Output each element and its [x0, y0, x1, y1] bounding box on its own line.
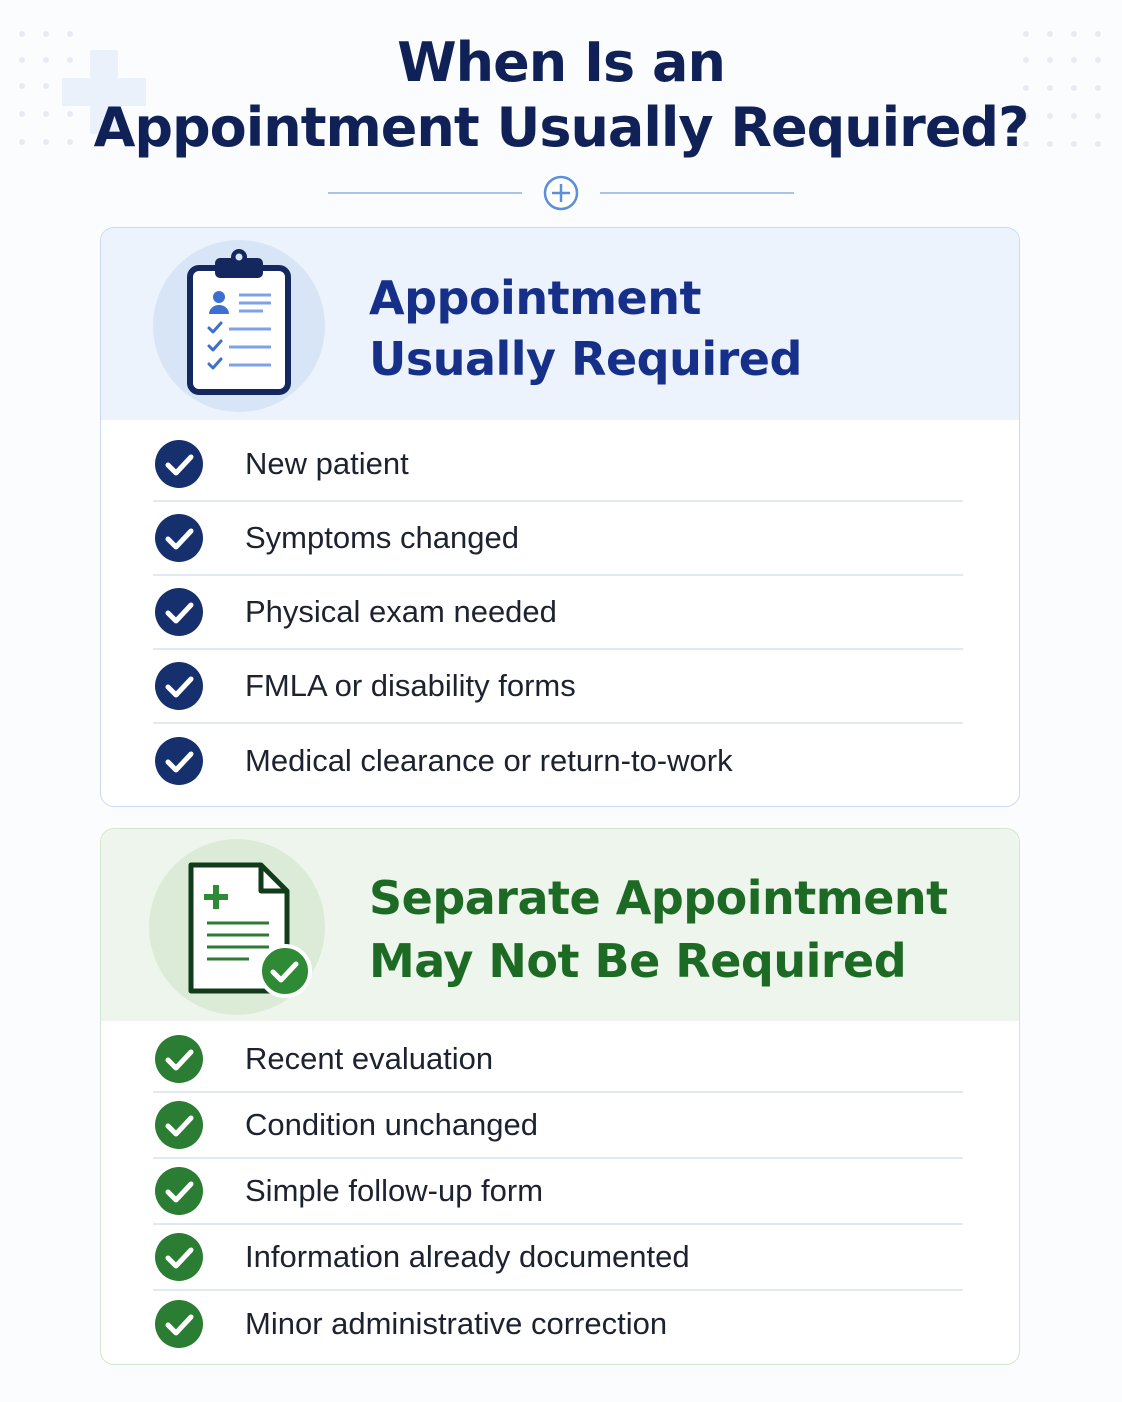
check-circle-icon	[153, 1165, 205, 1217]
list-item	[153, 428, 963, 502]
section-heading-line-2: May Not Be Required	[369, 934, 907, 988]
card-header	[101, 829, 1019, 1021]
list-item	[153, 502, 963, 576]
plus-circle-icon	[545, 177, 577, 209]
check-circle-icon	[153, 1231, 205, 1283]
list-item	[153, 650, 963, 724]
list-item-label: Medical clearance or return-to-work	[245, 743, 733, 778]
section-heading	[369, 867, 948, 993]
section-heading-line-1: Separate Appointment	[369, 871, 948, 925]
list-item-label: Minor administrative correction	[245, 1306, 668, 1341]
page-title-line-1: When Is an	[397, 31, 725, 94]
appointment-required-card	[100, 227, 1020, 807]
list-item-label: FMLA or disability forms	[245, 668, 576, 703]
list-item	[153, 1225, 963, 1291]
check-circle-icon	[153, 660, 205, 712]
check-circle-icon	[153, 586, 205, 638]
medical-document-check-icon	[149, 839, 325, 1015]
list-item	[153, 724, 963, 798]
list-item	[153, 1027, 963, 1093]
list-item-label: Condition unchanged	[245, 1107, 539, 1142]
list-item	[153, 576, 963, 650]
section-heading-line-2: Usually Required	[369, 332, 802, 386]
list-item	[153, 1159, 963, 1225]
exception-list	[153, 1027, 963, 1357]
check-circle-icon	[153, 1033, 205, 1085]
clipboard-checklist-icon	[153, 240, 325, 412]
list-item-label: Symptoms changed	[245, 520, 519, 555]
appointment-not-required-card	[100, 828, 1020, 1365]
list-item	[153, 1093, 963, 1159]
check-circle-icon	[153, 1298, 205, 1350]
list-item-label: Physical exam needed	[245, 594, 557, 629]
list-item-label: Information already documented	[245, 1239, 690, 1274]
section-heading	[369, 268, 802, 390]
check-circle-icon	[153, 512, 205, 564]
check-circle-icon	[153, 1099, 205, 1151]
page-title	[0, 30, 1122, 160]
check-circle-icon	[153, 735, 205, 787]
card-header	[101, 228, 1019, 420]
list-item-label: New patient	[245, 446, 409, 481]
check-circle-icon	[153, 438, 205, 490]
title-divider	[328, 173, 794, 213]
page-title-line-2: Appointment Usually Required?	[93, 96, 1029, 159]
list-item-label: Recent evaluation	[245, 1041, 494, 1076]
section-heading-line-1: Appointment	[369, 271, 701, 325]
list-item	[153, 1291, 963, 1357]
list-item-label: Simple follow-up form	[245, 1173, 544, 1208]
requirement-list	[153, 428, 963, 798]
